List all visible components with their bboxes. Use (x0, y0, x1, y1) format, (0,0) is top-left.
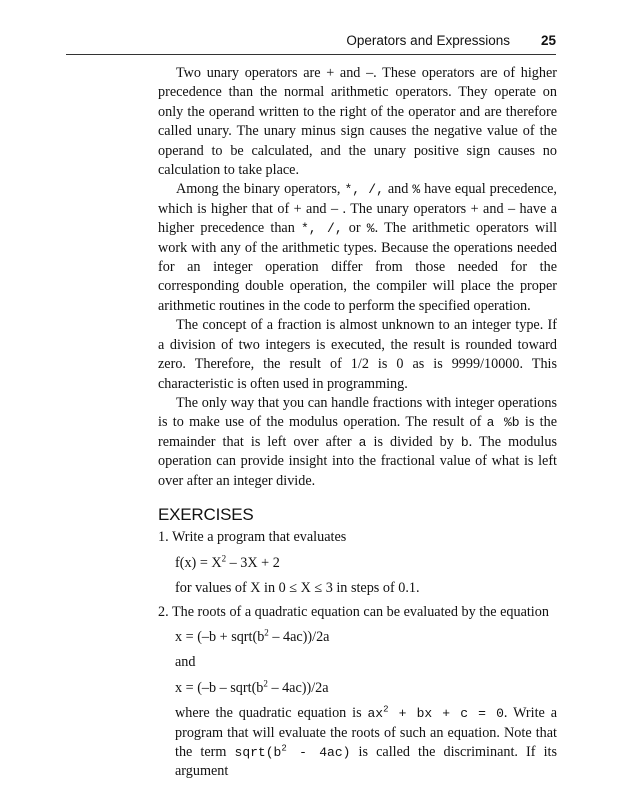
superscript: 2 (264, 627, 269, 638)
exercise-1 (158, 528, 557, 598)
text-span: or (342, 220, 367, 237)
code-modulus: % (366, 221, 375, 237)
and-connector: and (175, 654, 196, 671)
formula-part: – 4ac))/2a (267, 679, 329, 696)
formula-part: x = (–b + sqrt(b (175, 628, 265, 645)
exercise-number: 1. (158, 529, 169, 546)
code-discriminant (235, 745, 351, 760)
exercise-1-outro: for values of X in 0 ≤ X ≤ 3 in steps of 0.1. (175, 580, 420, 597)
formula-part: – 3X + 2 (226, 554, 280, 571)
paragraph-binary-operators (158, 180, 557, 316)
exercises-heading: EXERCISES (158, 504, 254, 524)
text-span: . The arithmetic operators will work with any of the arithmetic types. Because the operations needed for an integer operation differ from those needed for the corresponding double operation, the compiler will place the proper arithmetic routines in the code to perform the specified operation. (158, 220, 558, 314)
quadratic-formula-minus (158, 679, 557, 698)
page-body (158, 64, 557, 782)
code-modulus: % (412, 182, 421, 198)
chapter-title: Operators and Expressions (346, 33, 510, 48)
paragraph-integer-fraction: The concept of a fraction is almost unknown to an integer type. If a division of two integers is executed, the result is rounded toward zero. Therefore, the result of 1/2 is 0 as is 9999/10000. This characteristic is often used in programming. (158, 317, 557, 392)
text-span: and (383, 181, 413, 198)
formula-part: x = (–b – sqrt(b (175, 679, 264, 696)
code-part: ax (367, 706, 384, 722)
text-span: The only way that you can handle fractions with integer operations is to make use of the modulus operation. The result of (158, 394, 557, 431)
code-operators: *, /, (344, 182, 384, 198)
page-number: 25 (540, 33, 556, 48)
exercise-1-intro (158, 528, 557, 547)
code-a-mod-b: a %b (486, 415, 520, 431)
superscript: 2 (263, 678, 268, 689)
code-part: + bx + c = 0 (388, 706, 504, 722)
code-a: a (358, 434, 367, 450)
superscript: 2 (281, 743, 287, 754)
exercise-number: 2. (158, 603, 169, 620)
code-part: - 4ac) (286, 745, 351, 760)
text-span: Write a program that evaluates (171, 529, 347, 546)
code-quadratic (367, 706, 503, 721)
text-span: where the quadratic equation is (175, 705, 368, 722)
formula-part: f(x) = X (175, 554, 222, 571)
paragraph-modulus (158, 394, 557, 491)
text-span: is called the discriminant. If its argument (175, 744, 557, 780)
paragraph-unary-operators: Two unary operators are + and –. These operators are of higher precedence than the normal arithmetic operators. They operate on only the operand written to the right of the operator and are therefore called unary. The unary minus sign causes the negative value of the operand to be calculated, and the unary positive sign causes no calculation to take place. (158, 65, 557, 179)
exercise-2 (158, 603, 557, 782)
text-span: . The modulus operation can provide insight into the fractional value of what is left over after an integer divide. (158, 433, 557, 489)
text-span: The roots of a quadratic equation can be evaluated by the equation (171, 603, 549, 620)
text-span: have equal precedence, which is higher that of + and – . The unary operators + and – have a higher precedence than (158, 181, 557, 237)
running-header (66, 33, 556, 53)
superscript: 2 (383, 704, 389, 715)
exercise-2-description (158, 704, 557, 782)
code-b: b (460, 434, 469, 450)
quadratic-formula-plus (158, 628, 557, 647)
code-operators: *, /, (300, 221, 343, 237)
superscript: 2 (221, 553, 227, 564)
exercise-2-intro (158, 603, 557, 622)
header-rule (66, 54, 556, 55)
code-part: sqrt(b (234, 745, 282, 760)
formula-part: – 4ac))/2a (268, 628, 330, 645)
exercise-1-formula (158, 554, 557, 573)
text-span: is the remainder that is left over after (158, 414, 557, 450)
text-span: Among the binary operators, (176, 181, 345, 198)
text-span: . Write a program that will evaluate the roots of such an equation. Note that the term (175, 705, 557, 760)
text-span: is divided by (366, 433, 461, 450)
